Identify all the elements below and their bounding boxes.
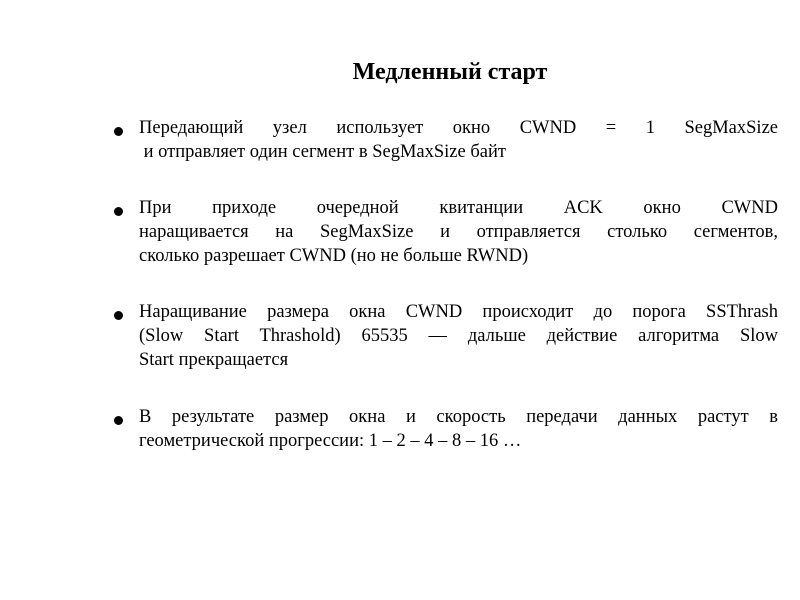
bullet-line: сколько разрешает CWND (но не больше RWND) xyxy=(139,246,529,266)
bullet-item xyxy=(114,300,778,372)
bullet-dot-icon xyxy=(114,416,123,425)
bullet-text xyxy=(139,116,778,164)
bullet-line: (Slow Start Thrashold) 65535 — дальше действие алгоритма Slow xyxy=(139,326,778,346)
bullet-item xyxy=(114,116,778,164)
bullet-text xyxy=(139,300,778,372)
bullet-text xyxy=(139,405,778,453)
slide-title: Медленный старт xyxy=(352,59,548,85)
bullet-line: При приходе очередной квитанции ACK окно CWND xyxy=(139,198,778,218)
bullet-line: наращивается на SegMaxSize и отправляется столько сегментов, xyxy=(139,222,778,242)
bullet-dot-icon xyxy=(114,127,123,136)
bullet-item xyxy=(114,196,778,268)
bullet-line: Передающий узел использует окно CWND = 1 SegMaxSize xyxy=(139,118,778,138)
bullet-line: Наращивание размера окна CWND происходит до порога SSThrash xyxy=(139,302,778,322)
bullet-line: геометрической прогрессии: 1 – 2 – 4 – 8 – 16 … xyxy=(139,431,522,451)
bullet-dot-icon xyxy=(114,311,123,320)
bullet-dot-icon xyxy=(114,207,123,216)
bullet-line: и отправляет один сегмент в SegMaxSize байт xyxy=(139,142,506,162)
bullet-text xyxy=(139,196,778,268)
bullet-line: Start прекращается xyxy=(139,350,289,370)
bullet-line: В результате размер окна и скорость передачи данных растут в xyxy=(139,407,778,427)
bullet-item xyxy=(114,405,778,453)
